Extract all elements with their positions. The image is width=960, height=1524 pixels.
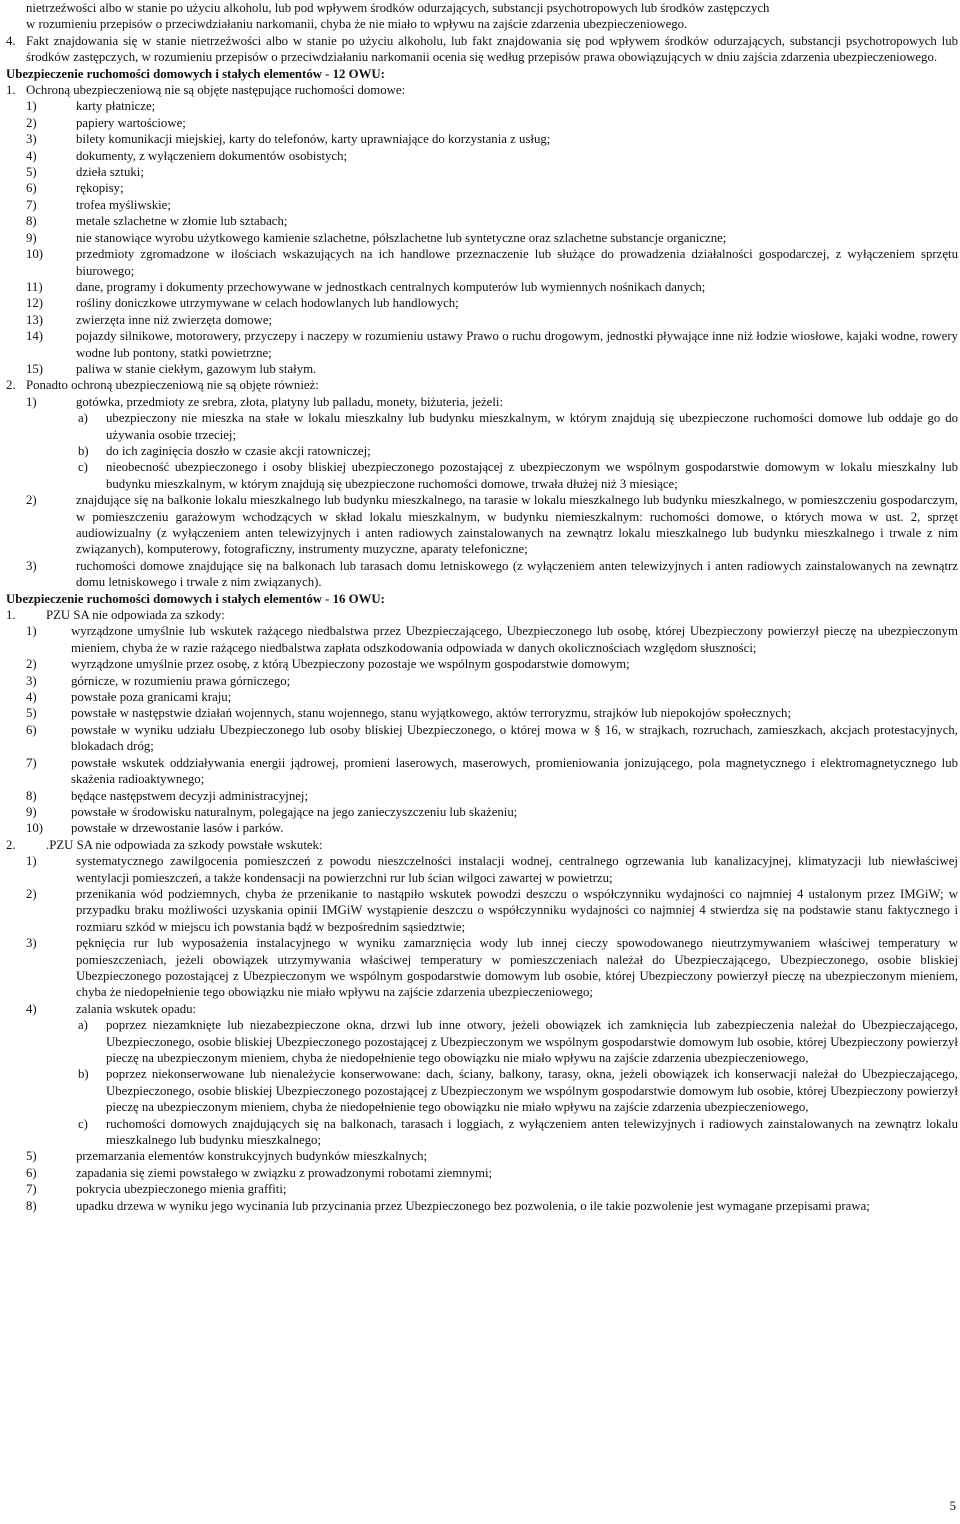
t1-item [26,755,958,788]
s1-item-text: nie stanowiące wyrobu użytkowego kamienie szlachetne, półszlachetne lub syntetyczne oraz szlachetne substancje organiczne; [76,230,727,245]
s1-item-number: 1) [26,99,37,114]
t2-subitem-text: poprzez niezamknięte lub niezabezpieczone okna, drzwi lub inne otwory, jeżeli obowiązek ich zamknięcia lub zabezpieczenia należał do Ubezpieczającego, Ubezpieczonego, osobie bliskiej Ubezpieczonego pozostającej z Ubezpieczonym we wspólnym gospodarstwie domowym lub osobie, której Ubezpieczony powierzył pieczę na ubezpieczonym mieniem, chyba że niedopełnienie tego obowiązku nie miało wpływu na zajście zdarzenia ubezpieczeniowego, [106,1018,958,1065]
t1-item-text: powstałe wskutek oddziaływania energii jądrowej, promieni laserowych, maserowych, promieniowania jonizującego, pola magnetycznego i elektromagnetycznego lub skażenia radioaktywnego; [71,755,958,787]
t2-item-3-text: pęknięcia rur lub wyposażenia instalacyjnego w wyniku zamarznięcia wody lub innej cieczy spowodowanego nieutrzymywaniem właściwej temperatury w pomieszczeniach, jeżeli obowiązek utrzymywania właściwej temperatury w pomieszczeniach należał do Ubezpieczającego, Ubezpieczonego, osobie bliskiej Ubezpieczonego pozostającej z Ubezpieczonym we wspólnym gospodarstwie domowym lub osobie, której Ubezpieczony powierzył pieczę na ubezpieczonym mieniem, chyba że niedopełnienie tego obowiązku nie miało wpływu na zajście zdarzenia ubezpieczeniowego; [76,936,958,1000]
s2-item-2-text: znajdujące się na balkonie lokalu mieszkalnego lub budynku mieszkalnego, na tarasie w lokalu mieszkalnego lub budynku mieszkalnego, w pomieszczeniu gospodarczym, w pomieszczeniu garażowym wchodzących w skład lokalu mieszkalnym, w budynku niemieszkalnym: ruchomości domowe, o których mowa w ust. 2, sprzęt audiowizualny (z wyłączeniem anten telewizyjnych i anten radiowych zainstalowanych na zewnątrz lokalu mieszkalnego lub budynku mieszkalnego i trwale z nim związanych), komputerowy, fotograficzny, instrumenty muzyczne, aparaty telefoniczne; [76,493,958,557]
paragraph-4-number: 4. [6,33,16,48]
t2-item-1 [26,853,958,886]
s1-item [26,197,958,213]
s1-item [26,98,958,114]
paragraph-4-text: Fakt znajdowania się w stanie nietrzeźwości albo w stanie po użyciu alkoholu, lub fakt znajdowania się pod wpływem środków odurzających, substancji psychotropowych lub środków zastępczych, w rozumieniu przepisów o przeciwdziałaniu narkomanii ocenia się według przepisów prawa obowiązujących w dniu zajścia zdarzenia ubezpieczeniowego. [26,33,958,65]
paragraph-4 [6,33,958,66]
t2-item-4-text: zalania wskutek opadu: [76,1001,197,1016]
s1-item-text: paliwa w stanie ciekłym, gazowym lub stałym. [76,361,317,376]
t2-number: 2. [6,837,16,852]
s1-item [26,115,958,131]
s2-item-1-number: 1) [26,394,37,409]
t1-item-text: będące następstwem decyzji administracyjnej; [71,788,309,803]
s2-subitem [78,410,958,443]
t2-item-3-number: 3) [26,936,37,951]
s1-item [26,164,958,180]
s1-item-number: 11) [26,279,43,294]
t1-item-text: powstałe w drzewostanie lasów i parków. [71,821,284,836]
s2-item-2 [26,492,958,558]
s1-item-number: 4) [26,148,37,163]
s1-item-number: 10) [26,247,44,262]
top-paragraph-line-2: w rozumieniu przepisów o przeciwdziałaniu narkomanii, chyba że nie miało to wpływu na zajście zdarzenia ubezpieczeniowego. [26,17,688,32]
s1-item [26,246,958,279]
t2-point [6,837,958,853]
t1-item-text: powstałe w środowisku naturalnym, polegające na jego zanieczyszczeniu lub skażeniu; [71,804,518,819]
document-page [6,0,958,1214]
s1-item-text: przedmioty zgromadzone w ilościach wskazujących na ich handlowe przeznaczenie lub służące do prowadzenia działalności gospodarczej, z wyłączeniem sprzętu biurowego; [76,247,958,278]
t1-item-number: 6) [26,722,37,737]
section-heading-16: Ubezpieczenie ruchomości domowych i stałych elementów - 16 OWU: [6,591,385,606]
s1-list [6,98,958,377]
t2-item-2-text: przenikania wód podziemnych, chyba że przenikanie to nastąpiło wskutek powodzi deszczu o współczynniku wydajności co najmniej 4 ustalonym przez IMGiW; w przypadku braku możliwości uzyskania opinii IMGiW wystąpienie deszczu o współczynniku wydajności co najmniej 4 stwierdza się na podstawie stanu faktycznego i rozmiaru szkód w miejscu ich powstania bądź w bezpośrednim sąsiedztwie; [76,886,958,934]
t2-item-text: upadku drzewa w wyniku jego wycinania lub przycinania przez Ubezpieczonego bez pozwolenia, o ile takie pozwolenie jest wymagane przepisami prawa; [76,1198,870,1213]
s1-item-text: pojazdy silnikowe, motorowery, przyczepy i naczepy w rozumieniu ustawy Prawo o ruchu drogowym, jednostki pływające inne niż łodzie wiosłowe, kajaki wodne, rowery wodne lub pontony, statki powietrzne; [76,329,958,360]
t2-item-3 [26,935,958,1001]
s2-subitem-number: b) [78,443,89,458]
t1-item-number: 10) [26,821,44,836]
s1-item [26,328,958,361]
s1-item-number: 3) [26,132,37,147]
t2-item-1-number: 1) [26,854,37,869]
t2-item-text: przemarzania elementów konstrukcyjnych budynków mieszkalnych; [76,1149,428,1164]
s1-item-number: 2) [26,115,37,130]
t1-item-number: 5) [26,706,37,721]
t2-item-text: zapadania się ziemi powstałego w związku z prowadzonymi robotami ziemnymi; [76,1165,493,1180]
s1-item [26,279,958,295]
s2-point [6,377,958,393]
t1-item-number: 8) [26,788,37,803]
t2-subitem-number: b) [78,1067,89,1082]
t1-number: 1. [6,608,16,623]
s2-subitem [78,443,958,459]
s1-item-text: dzieła sztuki; [76,165,144,180]
t1-point [6,607,958,623]
t2-subitem-text: poprzez niekonserwowane lub nienależycie konserwowane: dach, ściany, balkony, tarasy, okna, jeżeli obowiązek ich konserwacji należał do Ubezpieczającego, Ubezpieczonego, osobie bliskiej Ubezpieczonego pozostającej z Ubezpieczonym we wspólnym gospodarstwie domowym lub osobie, której Ubezpieczony powierzył pieczę na ubezpieczonym mieniem, chyba że niedopełnienie tego obowiązku nie miało wpływu na zajście zdarzenia ubezpieczeniowego, [106,1067,958,1115]
t2-subitem [78,1116,958,1149]
top-paragraph-line-1: nietrzeźwości albo w stanie po użyciu alkoholu, lub pod wpływem środków odurzających, substancji psychotropowych lub środków zastępczych [26,1,770,15]
t1-item [26,804,958,820]
s1-item-number: 5) [26,165,37,180]
t1-item [26,705,958,721]
s2-subitem-number: a) [78,411,88,426]
t2-subitem-number: a) [78,1018,88,1033]
s2-item-2-number: 2) [26,493,37,508]
t2-subitem-number: c) [78,1116,88,1131]
t2-tail-list [6,1148,958,1214]
s2-item-3 [26,558,958,591]
t1-item [26,788,958,804]
t2-item [26,1181,958,1197]
s1-item [26,180,958,196]
s2-item-3-number: 3) [26,558,37,573]
s2-number: 2. [6,378,16,393]
s1-item [26,361,958,377]
t1-item [26,689,958,705]
s2-subitem-text: nieobecność ubezpieczonego i osoby bliskiej ubezpieczonego pozostającej z ubezpieczonym we wspólnym gospodarstwie domowym w lokalu mieszkalny lub budynku mieszkalnym, w którym znajdują się ubezpieczone ruchomości domowe, trwała dłużej niż 3 miesiące; [106,460,958,491]
t2-subitem-text: ruchomości domowych znajdujących się na balkonach, tarasach i loggiach, z wyłączeniem anten telewizyjnych i radiowych zainstalowanych na zewnątrz lokalu mieszkalnego lub budynku mieszkalnego; [106,1116,958,1148]
s2-item-1 [26,394,958,410]
s1-item [26,230,958,246]
s1-item-text: zwierzęta inne niż zwierzęta domowe; [76,312,273,327]
t1-item-text: powstałe poza granicami kraju; [71,690,232,705]
t2-item-number: 7) [26,1182,37,1197]
s1-item-text: bilety komunikacji miejskiej, karty do telefonów, karty uprawniające do korzystania z usług; [76,132,551,147]
s1-item-text: rośliny doniczkowe utrzymywane w celach hodowlanych lub handlowych; [76,296,459,311]
s2-subitem-text: ubezpieczony nie mieszka na stałe w lokalu mieszkalny lub budynku mieszkalnym, w którym znajdują się ubezpieczone ruchomości domowe lub oddaje go do używania osobie trzeciej; [106,411,958,442]
s2-sublist [6,410,958,492]
t1-item-text: powstałe w następstwie działań wojennych, stanu wojennego, stanu wyjątkowego, aktów terroryzmu, strajków lub niepokojów społecznych; [71,706,792,721]
t2-item-number: 6) [26,1165,37,1180]
section-heading-12: Ubezpieczenie ruchomości domowych i stałych elementów - 12 OWU: [6,66,385,81]
t1-text: PZU SA nie odpowiada za szkody: [46,608,225,623]
t1-item-text: górnicze, w rozumieniu prawa górniczego; [71,673,291,688]
t2-subitem [78,1066,958,1115]
s2-item-1-text: gotówka, przedmioty ze srebra, złota, platyny lub palladu, monety, biżuteria, jeżeli: [76,394,504,409]
t2-item [26,1165,958,1181]
t2-item-4-number: 4) [26,1001,37,1016]
t2-subitem [78,1017,958,1066]
s2-subitem-text: do ich zaginięcia doszło w czasie akcji ratowniczej; [106,443,371,458]
t1-item-number: 1) [26,624,37,639]
t2-item-number: 5) [26,1149,37,1164]
t1-item-number: 7) [26,755,37,770]
page-number: 5 [949,1498,956,1513]
s1-item-text: rękopisy; [76,181,124,196]
s2-subitem-number: c) [78,460,88,475]
t1-item [26,722,958,755]
s1-item-number: 12) [26,296,44,311]
t1-item-text: wyrządzone umyślnie przez osobę, z którą Ubezpieczony pozostaje we wspólnym gospodarstwie domowym; [71,657,630,672]
t1-item-number: 2) [26,657,37,672]
s1-item-text: trofea myśliwskie; [76,197,171,212]
s1-item-text: metale szlachetne w złomie lub sztabach; [76,214,288,229]
s1-item [26,213,958,229]
t1-item-number: 4) [26,690,37,705]
s1-item [26,148,958,164]
t1-item [26,820,958,836]
top-paragraph [6,0,958,33]
t2-text: .PZU SA nie odpowiada za szkody powstałe wskutek: [46,837,323,852]
t2-item-number: 8) [26,1198,37,1213]
s1-number: 1. [6,83,16,98]
s1-item-number: 8) [26,214,37,229]
t1-item [26,673,958,689]
t2-item-1-text: systematycznego zawilgocenia pomieszczeń z powodu nieszczelności instalacji wodnej, centralnego ogrzewania lub kanalizacyjnej, klimatyzacji lub niewłaściwej wentylacji pomieszczeń, a także kondensacji na powierzchni rur lub ścian wilgoci zawartej w powietrzu; [76,854,958,885]
s1-item-number: 13) [26,312,44,327]
t2-item [26,1198,958,1214]
t1-item-number: 3) [26,673,37,688]
t2-item-text: pokrycia ubezpieczonego mienia graffiti; [76,1182,287,1197]
s1-text: Ochroną ubezpieczeniową nie są objęte następujące ruchomości domowe: [26,83,406,98]
s2-text: Ponadto ochroną ubezpieczeniową nie są objęte również: [26,378,319,393]
s1-item [26,312,958,328]
s1-item-number: 15) [26,361,44,376]
s1-item-text: karty płatnicze; [76,99,156,114]
t2-item-2-number: 2) [26,886,37,901]
s1-item-number: 14) [26,329,44,344]
t2-item [26,1148,958,1164]
t1-list [6,623,958,836]
s1-item-text: papiery wartościowe; [76,115,186,130]
t2-item-4 [26,1001,958,1017]
t1-item [26,623,958,656]
s1-item-number: 6) [26,181,37,196]
s2-subitem [78,459,958,492]
s1-item-number: 7) [26,197,37,212]
s1-point [6,82,958,98]
s1-item-number: 9) [26,230,37,245]
t1-item-text: powstałe w wyniku udziału Ubezpieczonego lub osoby bliskiej Ubezpieczonego, o której mowa w § 16, w strajkach, rozruchach, zamieszkach, akcjach protestacyjnych, blokadach dróg; [71,722,958,754]
t1-item-number: 9) [26,804,37,819]
s2-item-3-text: ruchomości domowe znajdujące się na balkonach lub tarasach domu letniskowego (z wyłączeniem anten telewizyjnych i anten radiowych zainstalowanych na zewnątrz domu letniskowego i trwale z nim związanych). [76,558,958,590]
s1-item [26,131,958,147]
s1-item-text: dokumenty, z wyłączeniem dokumentów osobistych; [76,148,348,163]
s1-item-text: dane, programy i dokumenty przechowywane w jednostkach centralnych komputerów lub wymiennych nośnikach danych; [76,279,706,294]
t1-item-text: wyrządzone umyślnie lub wskutek rażącego niedbalstwa przez Ubezpieczającego, Ubezpieczonego lub osobę, której Ubezpieczony powierzył pieczę na ubezpieczonym mieniem, chyba że w razie rażącego niedbalstwa zapłata odszkodowania odpowiada w danych okolicznościach względom słuszności; [71,624,958,655]
t2-item-2 [26,886,958,935]
t1-item [26,656,958,672]
t2-sublist [6,1017,958,1148]
s1-item [26,295,958,311]
